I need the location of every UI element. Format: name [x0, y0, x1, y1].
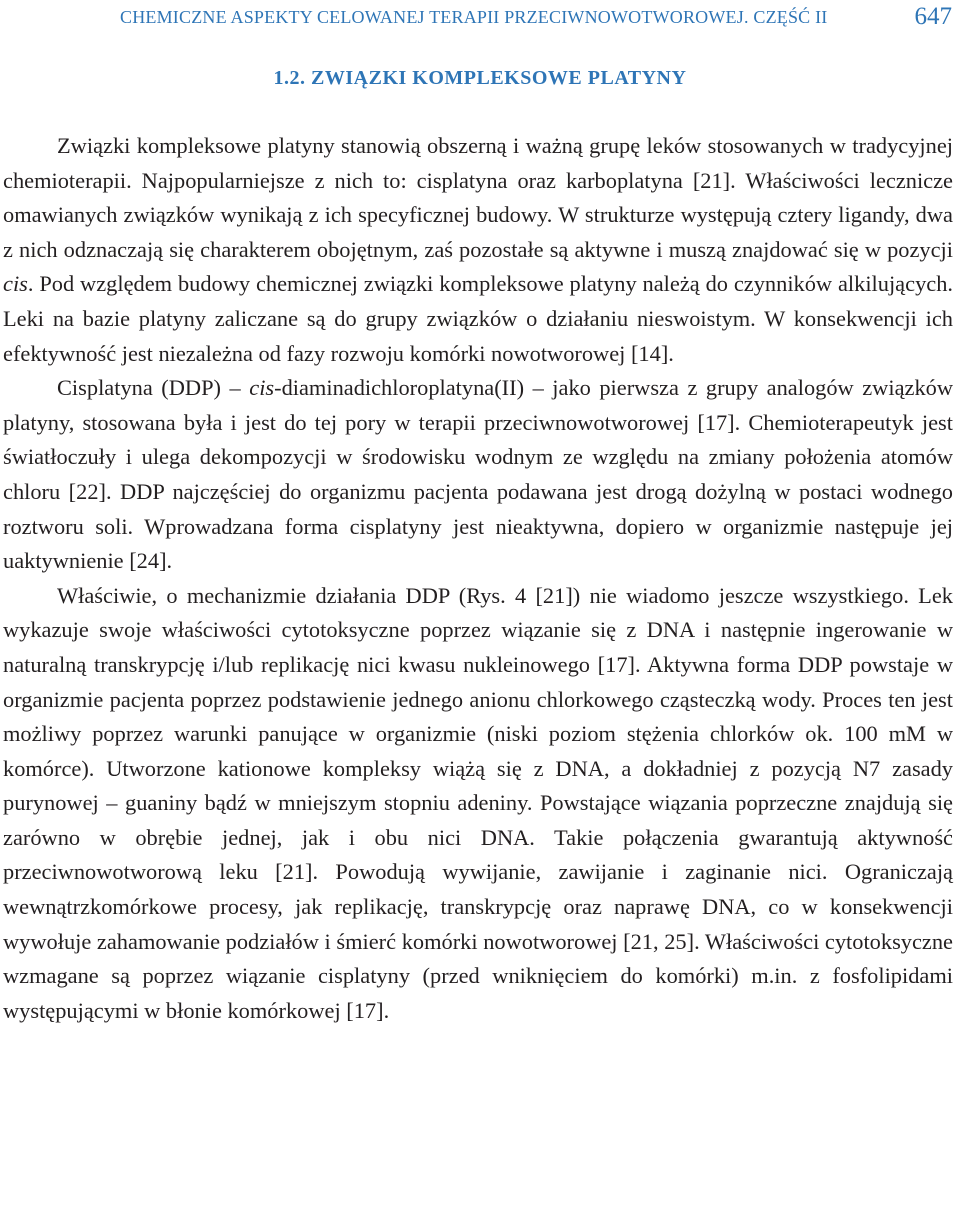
running-title: CHEMICZNE ASPEKTY CELOWANEJ TERAPII PRZECIWNOWOTWOROWEJ. CZĘŚĆ II [120, 7, 828, 27]
paragraph-3 [3, 579, 953, 1029]
paragraph-1-text-b: . Pod względem budowy chemicznej związki kompleksowe platyny należą do czynników alkilujących. Leki na bazie platyny zaliczane są do grupy związków o działaniu nieswoistym. W konsekwencji ich efektywność jest niezależna od fazy rozwoju komórki nowotworowej [14]. [3, 271, 953, 366]
paragraph-1-text-a: Związki kompleksowe platyny stanowią obszerną i ważną grupę leków stosowanych w tradycyjnej chemioterapii. Najpopularniejsze z nich to: cisplatyna oraz karboplatyna [21]. Właściwości lecznicze omawianych związków wynikają z ich specyficznej budowy. W strukturze występują cztery ligandy, dwa z nich odznaczają się charakterem obojętnym, zaś pozostałe są aktywne i muszą znajdować się w pozycji [3, 133, 953, 262]
paragraph-2-italic-cis: cis [249, 375, 275, 401]
page-number: 647 [914, 3, 952, 30]
paragraph-2-text-b: -diaminadichloroplatyna(II) – jako pierwsza z grupy analogów związków platyny, stosowana była i jest do tej pory w terapii przeciwnowotworowej [17]. Chemioterapeutyk jest światłoczuły i ulega dekompozycji w środowisku wodnym ze względu na zmiany położenia atomów chloru [22]. DDP najczęściej do organizmu pacjenta podawana jest drogą dożylną w postaci wodnego roztworu soli. Wprowadzana forma cisplatyny jest nieaktywna, dopiero w organizmie następuje jej uaktywnienie [24]. [3, 375, 954, 574]
body-text [3, 129, 953, 1028]
section-heading: 1.2. ZWIĄZKI KOMPLEKSOWE PLATYNY [273, 67, 687, 89]
running-header [0, 3, 960, 33]
paragraph-1 [3, 129, 953, 371]
paragraph-1-italic-cis: cis [3, 271, 28, 297]
paragraph-3-text: Właściwie, o mechanizmie działania DDP (Rys. 4 [21]) nie wiadomo jeszcze wszystkiego. Lek wykazuje swoje właściwości cytotoksyczne poprzez wiązanie się z DNA i następnie ingerowanie w naturalną transkrypcję i/lub replikację nici kwasu nukleinowego [17]. Aktywna forma DDP powstaje w organizmie pacjenta poprzez podstawienie jednego anionu chlorkowego cząsteczką wody. Proces ten jest możliwy poprzez warunki panujące w organizmie (niski poziom stężenia chlorków ok. 100 mM w komórce). Utworzone kationowe kompleksy wiążą się z DNA, a dokładniej z pozycją N7 zasady purynowej – guaniny bądź w mniejszym stopniu adeniny. Powstające wiązania poprzeczne znajdują się zarówno w obrębie jednej, jak i obu nici DNA. Takie połączenia gwarantują aktywność przeciwnowotworową leku [21]. Powodują wywijanie, zawijanie i zaginanie nici. Ograniczają wewnątrzkomórkowe procesy, jak replikację, transkrypcję oraz naprawę DNA, co w konsekwencji wywołuje zahamowanie podziałów i śmierć komórki nowotworowej [21, 25]. Właściwości cytotoksyczne wzmagane są poprzez wiązanie cisplatyny (przed wniknięciem do komórki) m.in. z fosfolipidami występującymi w błonie komórkowej [17]. [3, 582, 953, 1023]
paragraph-2-text-a: Cisplatyna (DDP) – [57, 375, 250, 401]
paragraph-2 [3, 371, 953, 579]
